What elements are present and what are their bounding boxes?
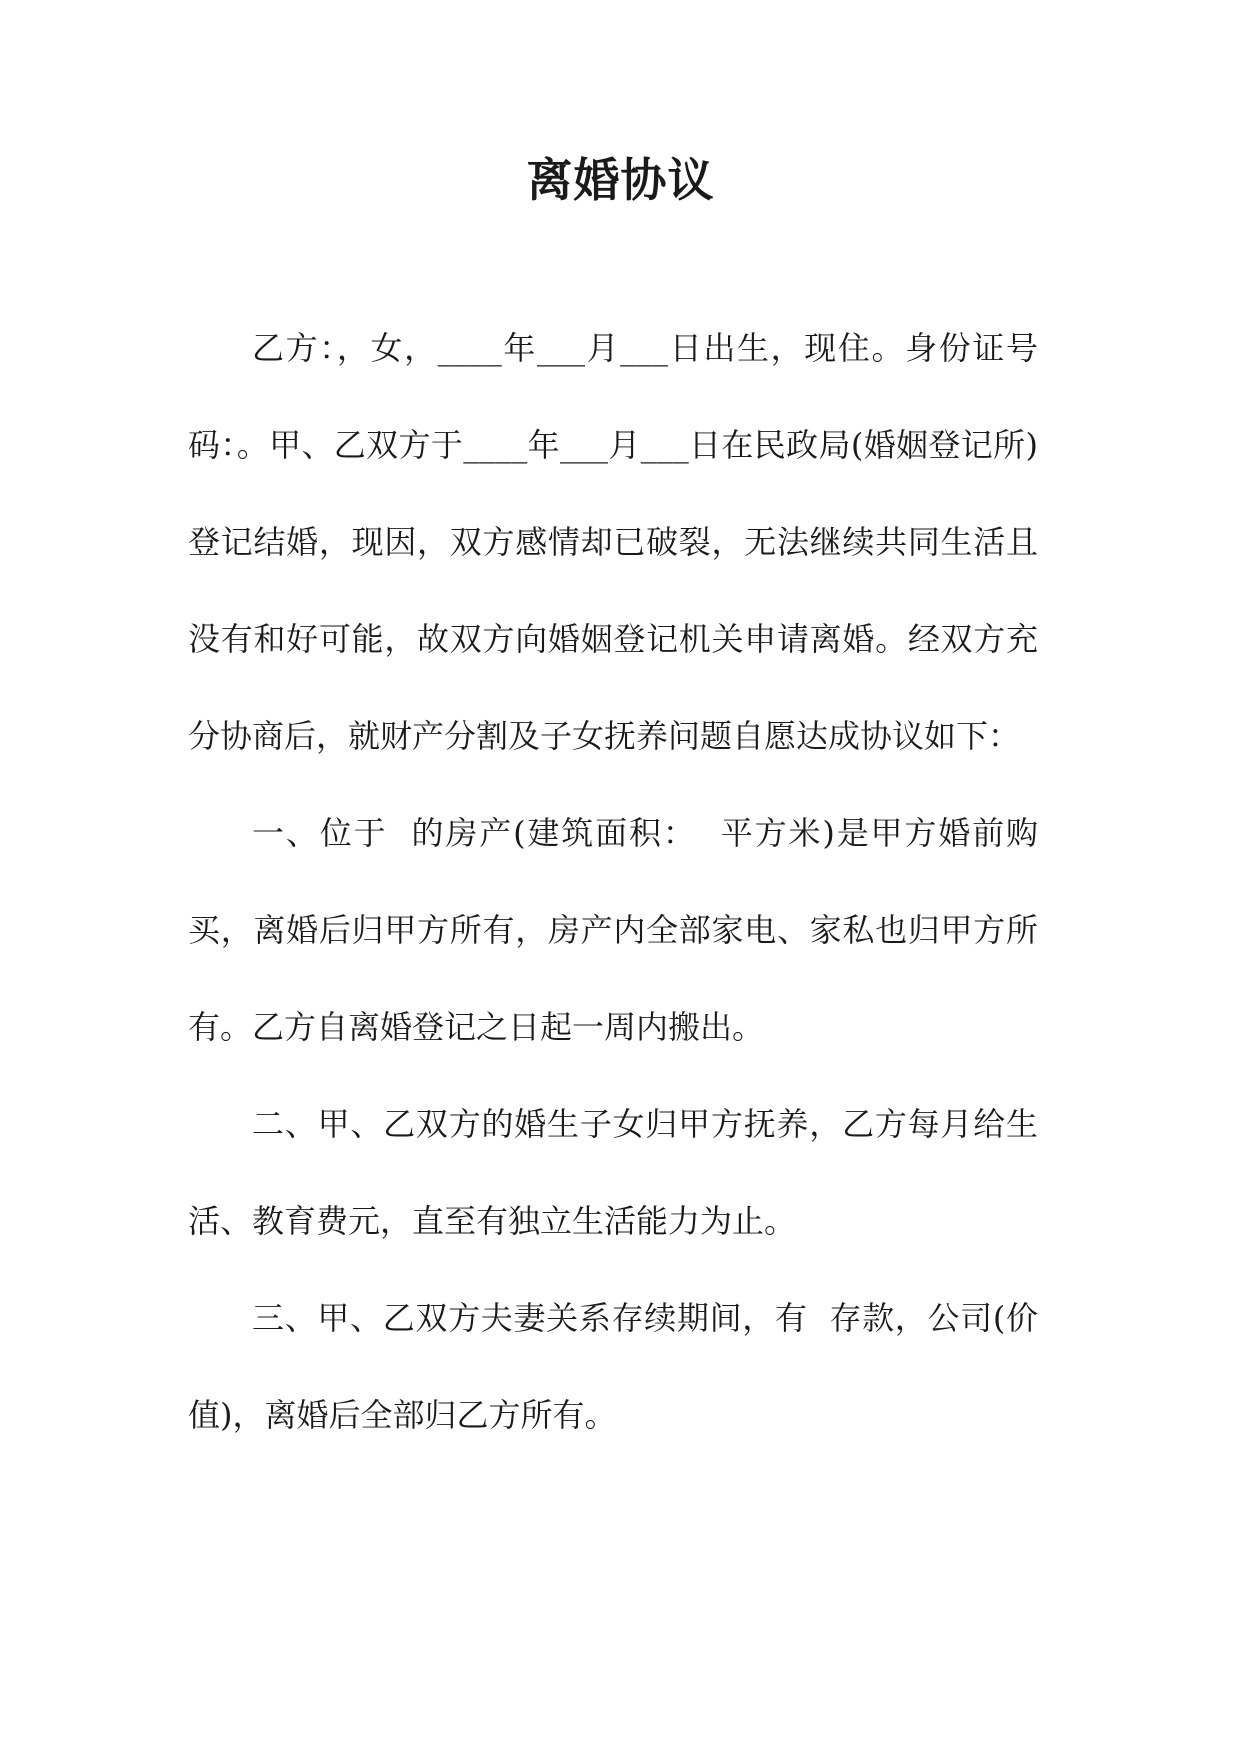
paragraph-intro: 乙方：，女，____年___月___日出生，现住。身份证号码：。甲、乙双方于____年___月___日在民政局(婚姻登记所)登记结婚，现因，双方感情却已破裂，无法继续共同生活且没有和好可能，故双方向婚姻登记机关申请离婚。经双方充分协商后，就财产分割及子女抚养问题自愿达成协议如下： bbox=[188, 329, 1038, 755]
paragraph-clause-3: 三、甲、乙双方夫妻关系存续期间，有 存款，公司(价值)，离婚后全部归乙方所有。 bbox=[188, 1299, 1038, 1434]
paragraph-clause-1: 一、位于 的房产(建筑面积： 平方米)是甲方婚前购买，离婚后归甲方所有，房产内全部家电、家私也归甲方所有。乙方自离婚登记之日起一周内搬出。 bbox=[188, 814, 1038, 1046]
paragraph-clause-2: 二、甲、乙双方的婚生子女归甲方抚养，乙方每月给生活、教育费元，直至有独立生活能力为止。 bbox=[188, 1105, 1038, 1240]
document-body bbox=[188, 300, 1038, 1464]
document-title: 离婚协议 bbox=[526, 153, 715, 207]
